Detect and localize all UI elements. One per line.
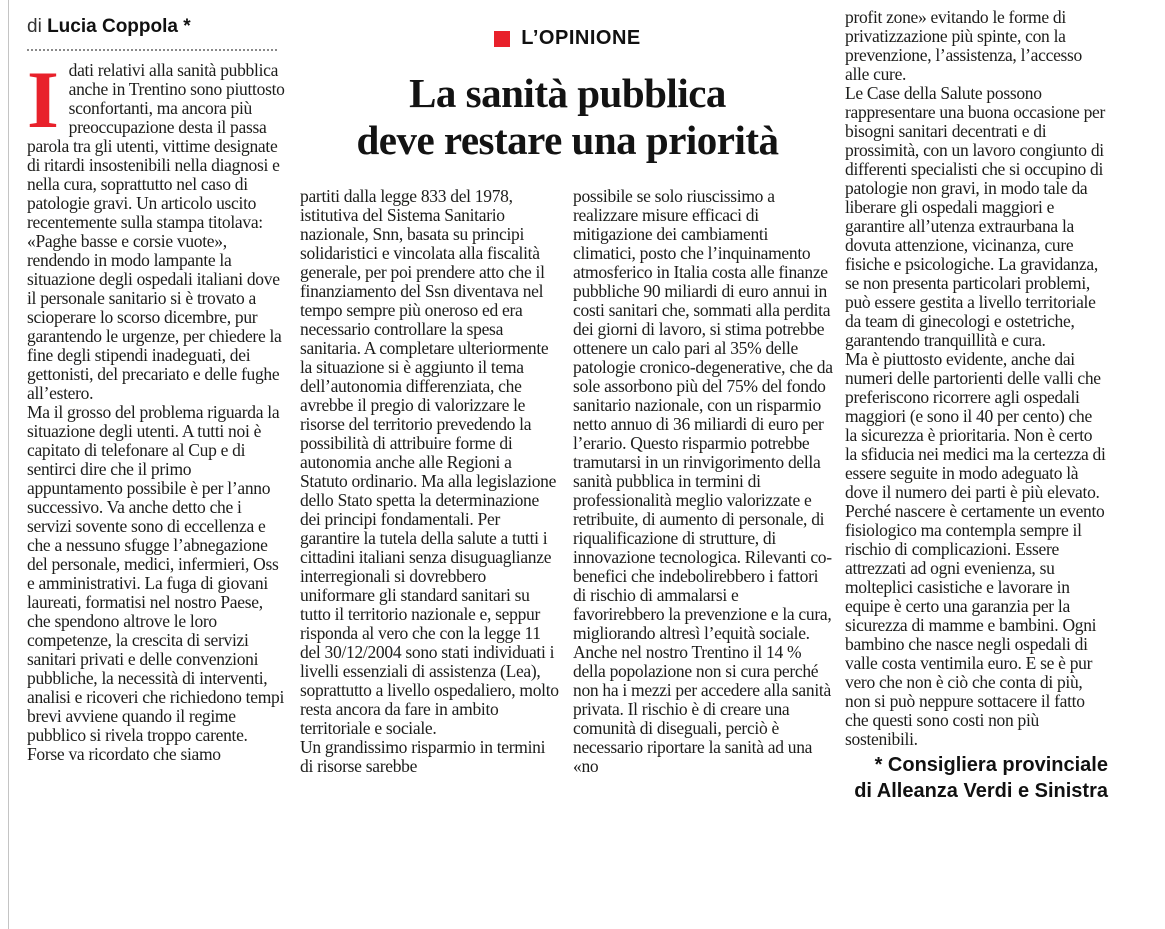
author-signature	[845, 752, 1108, 804]
headline-line-2: deve restare una priorità	[356, 117, 779, 163]
byline-dotted-rule	[27, 49, 277, 51]
paragraph: Ma è piuttosto evidente, anche dai numeri delle partorienti delle valli che preferiscono ricorrere agli ospedali maggiori (e sono il 40 per cento) che la sicurezza è prioritaria. Non è certo la sfiducia nei medici ma la certezza di essere seguite in modo adeguato là dove il numero dei parti è più elevato. Perché nascere è certamente un evento fisiologico ma contempla sempre il rischio di complicazioni. Essere attrezzati ad ogni evenienza, su molteplici casistiche e lavorare in equipe è certo una garanzia per la sicurezza di mamme e bambini. Ogni bambino che nasce negli ospedali di valle costa ventimila euro. E se è pur vero che non è ciò che conta di più, non si può neppure sottacere il fatto che questi sono costi non più sostenibili.	[845, 349, 1106, 749]
article-column-4	[845, 8, 1108, 804]
paragraph: Forse va ricordato che siamo	[27, 744, 221, 764]
headline-line-1: La sanità pubblica	[409, 70, 726, 116]
paragraph	[27, 54, 285, 403]
paragraph: Un grandissimo risparmio in termini di risorse sarebbe	[300, 737, 546, 776]
paragraph: Ma il grosso del problema riguarda la situazione degli utenti. A tutti noi è capitato di telefonare al Cup e di sentirci dire che il primo appuntamento possibile è per l’anno successivo. Va anche detto che i servizi sovente sono di eccellenza e che a nessuno sfugge l’abnegazione del personale, medici, infermieri, Oss e amministrativi. La fuga di giovani laureati, formatisi nel nostro Paese, che spendono altrove le loro competenze, la crescita di servizi sanitari privati e delle convenzioni pubbliche, la necessità di interventi, analisi e ricoveri che richiedono tempi brevi avviene quando il regime pubblico si rivela troppo carente.	[27, 402, 285, 745]
signature-line-2: di Alleanza Verdi e Sinistra	[854, 780, 1108, 802]
drop-cap: I	[27, 54, 59, 145]
article-column-2	[300, 187, 560, 776]
red-square-icon	[494, 31, 510, 47]
section-kicker-label: L’OPINIONE	[521, 27, 641, 49]
article-column-3	[573, 187, 833, 776]
section-kicker	[295, 27, 840, 50]
byline-prefix: di	[27, 16, 42, 37]
byline	[27, 16, 279, 38]
article-headline	[295, 70, 840, 164]
article-column-1	[27, 54, 285, 764]
paragraph: possibile se solo riuscissimo a realizzare misure efficaci di mitigazione dei cambiamenti climatici, posto che l’inquinamento atmosferico in Italia costa alle finanze pubbliche 90 miliardi di euro annui in costi sanitari che, sommati alla perdita dei giorni di lavoro, si stima potrebbe ottenere un calo pari al 35% delle patologie cronico-degenerative, che da sole assorbono più del 75% del fondo sanitario nazionale, con un risparmio netto annuo di 36 miliardi di euro per l’erario. Questo risparmio potrebbe tramutarsi in un rinvigorimento della sanità pubblica in termini di professionalità meglio valorizzate e retribuite, di aumento di personale, di riqualificazione di strutture, di innovazione tecnologica. Rilevanti co-benefici che indebolirebbero i fattori di rischio di ammalarsi e favorirebbero la prevenzione e la cura, migliorando altresì l’equità sociale. Anche nel nostro Trentino il 14 % della popolazione non si cura perché non ha i mezzi per accedere alla sanità privata. Il rischio è di creare una comunità di diseguali, perciò è necessario riportare la sanità ad una «no	[573, 186, 833, 776]
byline-author: Lucia Coppola *	[47, 16, 191, 37]
paragraph: Le Case della Salute possono rappresentare una buona occasione per bisogni sanitari decentrati e di prossimità, con un lavoro congiunto di differenti specialisti che si occupino di patologie non gravi, in modo tale da liberare gli ospedali maggiori e garantire all’utenza extraurbana la dovuta attenzione, vicinanza, cure fisiche e psicologiche. La gravidanza, se non presenta particolari problemi, può essere gestita a livello territoriale da team di ginecologi e ostetriche, garantendo tranquillità e cura.	[845, 83, 1106, 350]
page-left-rule	[8, 0, 9, 929]
paragraph: partiti dalla legge 833 del 1978, istitutiva del Sistema Sanitario nazionale, Snn, basata su principi solidaristici e vincolata alla fiscalità generale, per poi prendere atto che il finanziamento del Ssn diventava nel tempo sempre più oneroso ed era necessario controllare la spesa sanitaria. A completare ulteriormente la situazione si è aggiunto il tema dell’autonomia differenziata, che avrebbe il pregio di valorizzare le risorse del territorio prevedendo la possibilità di attribuire forme di autonomia anche alle Regioni a Statuto ordinario. Ma alla legislazione dello Stato spetta la determinazione dei principi fondamentali. Per garantire la tutela della salute a tutti i cittadini italiani senza disuguaglianze interregionali si dovrebbero uniformare gli standard sanitari su tutto il territorio nazionale e, seppur risponda al vero che con la legge 11 del 30/12/2004 sono stati individuati i livelli essenziali di assistenza (Lea), soprattutto a livello ospedaliero, molto resta ancora da fare in ambito territoriale e sociale.	[300, 186, 559, 738]
signature-line-1: * Consigliera provinciale	[874, 754, 1108, 776]
paragraph-text: dati relativi alla sanità pubblica anche in Trentino sono piuttosto sconfortanti, ma ancora più preoccupazione desta il passa parola tra gli utenti, vittime designate di ritardi insostenibili nella diagnosi e nella cura, soprattutto nel caso di patologie gravi. Un articolo uscito recentemente sulla stampa titolava: «Paghe basse e corsie vuote», rendendo in modo lampante la situazione degli ospedali italiani dove il personale sanitario si è trovato a scioperare lo scorso dicembre, pur garantendo le urgenze, per chiedere la fine degli stipendi inadeguati, dei gettonisti, del precariato e delle fughe all’estero.	[27, 60, 285, 403]
paragraph: profit zone» evitando le forme di privatizzazione più spinte, con la prevenzione, l’assistenza, l’accesso alle cure.	[845, 7, 1083, 84]
